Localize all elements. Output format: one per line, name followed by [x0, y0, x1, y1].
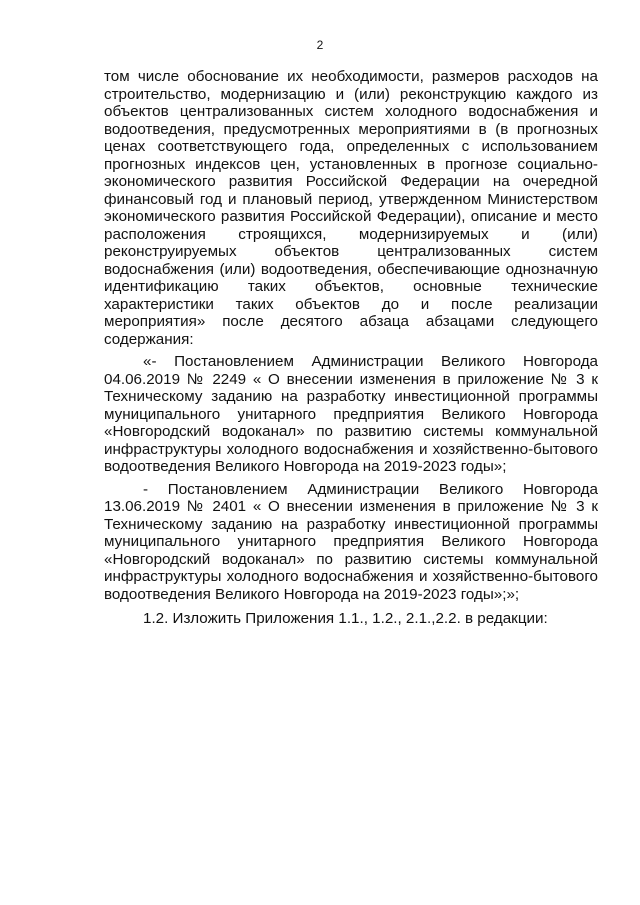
- paragraph-continuation: том числе обоснование их необходимости, размеров расходов на строительство, модернизацию и (или) реконструкцию каждого из объектов централизованных систем холодного водоснабжения и водоотведения, предусмотренных мероприятиями в (в прогнозных ценах соответствующего года, определенных с использованием прогнозных индексов цен, установленных в прогнозе социально-экономического развития Российской Федерации на очередной финансовый год и плановый период, утвержденном Министерством экономического развития Российской Федерации), описание и место расположения строящихся, модернизируемых и (или) реконструируемых объектов централизованных систем водоснабжения (или) водоотведения, обеспечивающие однозначную идентификацию таких объектов, основные технические характеристики таких объектов до и после реализации мероприятия» после десятого абзаца абзацами следующего содержания:: [104, 68, 598, 348]
- paragraph-clause-1-2: 1.2. Изложить Приложения 1.1., 1.2., 2.1.,2.2. в редакции:: [143, 610, 548, 627]
- page-number: 2: [316, 38, 324, 52]
- paragraph-list-item-2: - Постановлением Администрации Великого Новгорода 13.06.2019 № 2401 « О внесении изменения в приложение № 3 к Техническому заданию на разработку инвестиционной программы муниципального унитарного предприятия Великого Новгорода «Новгородский водоканал» по развитию системы коммунальной инфраструктуры холодного водоснабжения и хозяйственно-бытового водоотведения Великого Новгорода на 2019-2023 годы»;»;: [104, 480, 598, 603]
- paragraph-list-item-1: «- Постановлением Администрации Великого Новгорода 04.06.2019 № 2249 « О внесении изменения в приложение № 3 к Техническому заданию на разработку инвестиционной программы муниципального унитарного предприятия Великого Новгорода «Новгородский водоканал» по развитию системы коммунальной инфраструктуры холодного водоснабжения и хозяйственно-бытового водоотведения Великого Новгорода на 2019-2023 годы»;: [104, 353, 598, 475]
- document-body: [104, 68, 598, 628]
